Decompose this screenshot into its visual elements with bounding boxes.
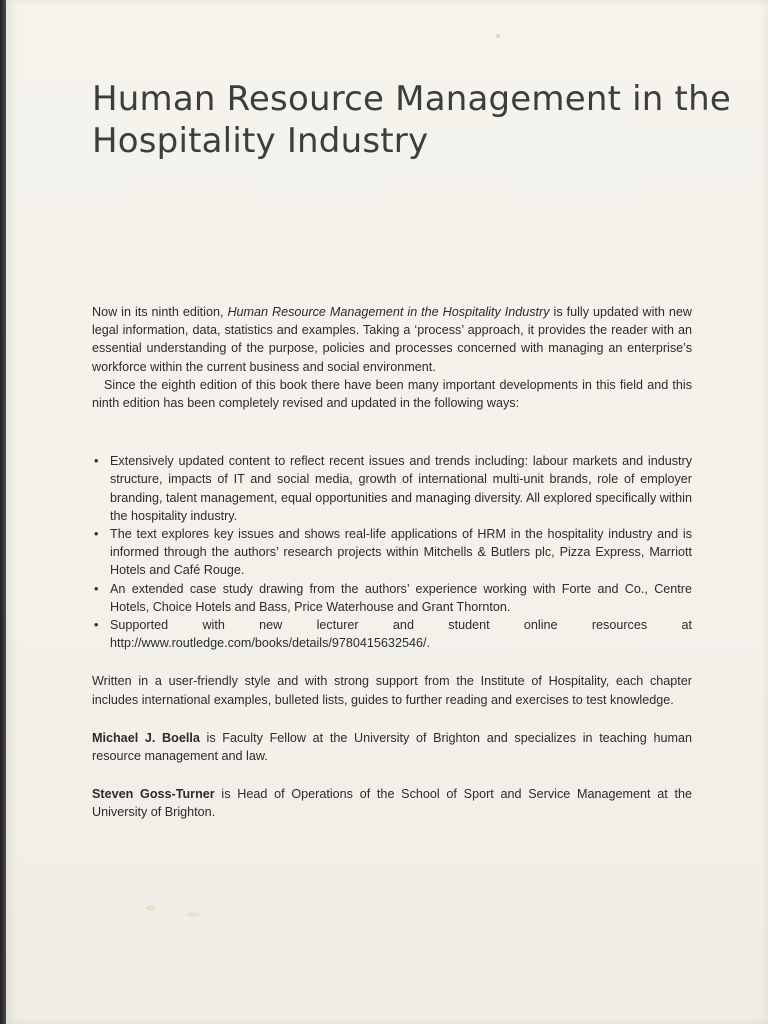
- back-cover-page: [6, 0, 768, 1024]
- author-bio-text: is Head of Operations of the School of Sport and Service Management at the University of Brighton.: [92, 787, 692, 820]
- intro-italic-title: Human Resource Management in the Hospitality Industry: [227, 305, 550, 319]
- spacer: [92, 709, 692, 729]
- author-bio-text: is Faculty Fellow at the University of Brighton and specializes in teaching human resource management and law.: [92, 730, 692, 764]
- spacer: [92, 412, 692, 452]
- list-item: • Extensively updated content to reflect recent issues and trends including: labour markets and industry structure, impacts of IT and social media, growth of international multi-unit brands, role of employer branding, talent management, equal opportunities and managing diversity. All explored specifically within the hospitality industry.: [92, 452, 692, 525]
- author-name: Michael J. Boella: [92, 730, 200, 745]
- author-bio-goss-turner: [92, 785, 692, 821]
- intro-text-start: Now in its ninth edition,: [92, 305, 228, 319]
- book-title: Human Resource Management in the Hospitality Industry: [92, 79, 731, 161]
- spacer: [92, 652, 692, 672]
- list-item: • An extended case study drawing from the authors’ experience working with Forte and Co., Centre Hotels, Choice Hotels and Bass, Price Waterhouse and Grant Thornton.: [92, 580, 692, 616]
- list-item: • The text explores key issues and shows real-life applications of HRM in the hospitality industry and is informed through the authors’ research projects within Mitchells & Butlers plc, Pizza Express, Marriott Hotels and Café Rouge.: [92, 525, 692, 580]
- blurb-body: [92, 303, 692, 822]
- author-name: Steven Goss-Turner: [92, 787, 215, 802]
- paper-speck: [496, 34, 500, 38]
- list-item: • Supported with new lecturer and student online resources at http://www.routledge.com/books/details/9780415632546/.: [92, 616, 692, 652]
- author-bio-boella: [92, 729, 692, 765]
- revision-paragraph: Since the eighth edition of this book there have been many important developments in this field and this ninth edition has been completely revised and updated in the following ways:: [92, 377, 692, 411]
- features-list: [92, 452, 692, 652]
- paper-stain: [186, 912, 200, 917]
- style-paragraph: Written in a user-friendly style and with strong support from the Institute of Hospitality, each chapter includes international examples, bulleted lists, guides to further reading and exercises to test knowledge.: [92, 674, 692, 707]
- intro-paragraph: [92, 303, 692, 376]
- spacer: [92, 765, 692, 785]
- paper-stain: [146, 905, 156, 911]
- intro-text-end: is fully updated with new legal information, data, statistics and examples. Taking a ‘process’ approach, it provides the reader with an essential understanding of the purpose, policies and processes concerned with managing an enterprise’s workforce within the current business and social environment.: [92, 305, 692, 374]
